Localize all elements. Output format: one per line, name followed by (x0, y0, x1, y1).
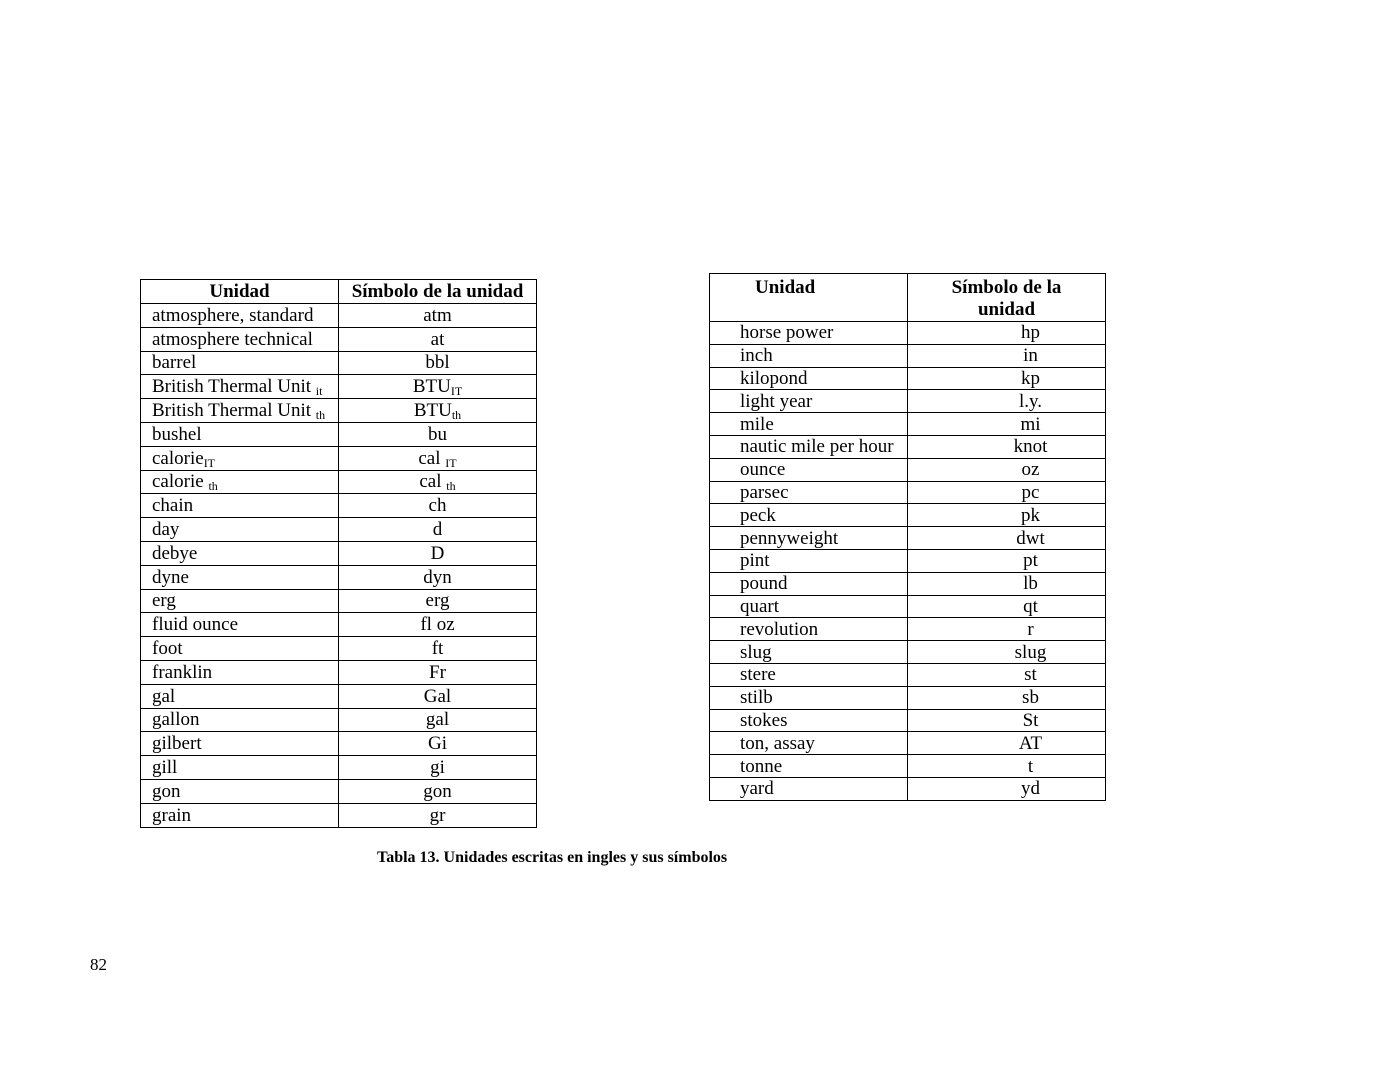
unit-symbol: St (1022, 709, 1039, 731)
unit-symbol-cell (908, 481, 1106, 504)
unit-name-cell (141, 756, 339, 780)
unit-symbol: l.y. (1018, 390, 1043, 412)
unit-symbol-cell (908, 732, 1106, 755)
unit-name: quart (740, 595, 780, 617)
unit-symbol: mi (1020, 413, 1041, 435)
unit-symbol: gi (430, 757, 445, 779)
unit-symbol-cell (339, 351, 537, 375)
table-row (710, 777, 1106, 800)
page-number: 82 (90, 955, 107, 974)
unit-symbol-cell (339, 446, 537, 470)
unit-symbol: lb (1023, 573, 1038, 595)
unit-name-cell (710, 663, 908, 686)
unit-symbol: bbl (425, 352, 450, 374)
table-row (141, 304, 537, 328)
unit-name-cell (141, 660, 339, 684)
unit-name: grain (152, 804, 192, 826)
unit-symbol-cell (908, 504, 1106, 527)
unit-name-cell (710, 641, 908, 664)
unit-name-cell (141, 732, 339, 756)
unit-subscript: it (315, 384, 323, 399)
unit-name-cell (141, 470, 339, 494)
unit-symbol-cell (339, 589, 537, 613)
unit-symbol-cell (339, 637, 537, 661)
table-row (141, 470, 537, 494)
unit-name-cell (710, 481, 908, 504)
unit-symbol: Fr (429, 661, 446, 683)
unit-name-cell (141, 399, 339, 423)
symbol-subscript: IT (445, 455, 457, 470)
unit-symbol-cell (339, 732, 537, 756)
unit-symbol: pk (1021, 504, 1040, 526)
unit-symbol-cell (908, 663, 1106, 686)
unit-name: pennyweight (740, 527, 839, 549)
unit-name: slug (740, 641, 772, 663)
units-table-right (709, 273, 1106, 801)
unit-name-cell (710, 549, 908, 572)
unit-name: foot (152, 638, 183, 660)
table-row (710, 435, 1106, 458)
column-header-symbol: Símbolo de la unidad (908, 274, 1106, 322)
unit-name: light year (740, 390, 813, 412)
unit-symbol: in (1023, 345, 1038, 367)
unit-symbol: sb (1022, 687, 1039, 709)
table-row (710, 504, 1106, 527)
table-row (141, 613, 537, 637)
unit-symbol-cell (908, 618, 1106, 641)
unit-name-cell (710, 618, 908, 641)
unit-symbol: D (430, 542, 445, 564)
unit-name-cell (141, 803, 339, 827)
unit-name-cell (141, 779, 339, 803)
unit-symbol: gal (425, 709, 450, 731)
unit-name-cell (710, 458, 908, 481)
unit-name-cell (141, 351, 339, 375)
unit-name: calorie (152, 471, 204, 493)
symbol-subscript: IT (450, 384, 463, 399)
unit-symbol-cell (339, 779, 537, 803)
unit-name-cell (141, 494, 339, 518)
symbol-subscript: th (446, 479, 456, 494)
unit-name-cell (710, 344, 908, 367)
unit-symbol: AT (1018, 732, 1043, 754)
unit-symbol: bu (428, 423, 447, 445)
unit-name-cell (141, 518, 339, 542)
unit-name: gallon (152, 709, 200, 731)
unit-symbol: knot (1013, 436, 1048, 458)
table-row (710, 732, 1106, 755)
unit-name-cell (141, 589, 339, 613)
unit-symbol-cell (339, 613, 537, 637)
unit-name-cell (710, 595, 908, 618)
unit-symbol-cell (908, 344, 1106, 367)
table-row (710, 322, 1106, 345)
column-header-unit: Unidad (710, 274, 908, 322)
unit-symbol: d (432, 519, 443, 541)
unit-symbol-cell (908, 435, 1106, 458)
unit-symbol: Gi (428, 733, 447, 755)
unit-symbol-cell (908, 686, 1106, 709)
unit-name: day (152, 519, 180, 541)
table-row (710, 755, 1106, 778)
unit-symbol-cell (339, 518, 537, 542)
unit-symbol-cell (339, 708, 537, 732)
table-row (710, 549, 1106, 572)
unit-symbol: dwt (1016, 527, 1045, 549)
table-row (710, 527, 1106, 550)
unit-name: calorie (152, 447, 204, 469)
symbol-subscript: th (451, 408, 462, 423)
unit-symbol: pc (1021, 481, 1040, 503)
table-row (710, 390, 1106, 413)
unit-symbol-cell (339, 756, 537, 780)
unit-name-cell (710, 435, 908, 458)
unit-symbol: t (1027, 755, 1034, 777)
unit-name-cell (141, 708, 339, 732)
table-row (141, 494, 537, 518)
unit-name-cell (710, 755, 908, 778)
unit-symbol-cell (908, 572, 1106, 595)
unit-symbol-cell (908, 755, 1106, 778)
unit-name: stokes (740, 709, 788, 731)
unit-name: inch (740, 345, 773, 367)
header-row (710, 274, 1106, 322)
unit-symbol-cell (908, 322, 1106, 345)
unit-name: pound (740, 573, 788, 595)
unit-symbol-cell (908, 390, 1106, 413)
table-row (141, 327, 537, 351)
unit-name: mile (740, 413, 774, 435)
unit-symbol-cell (339, 494, 537, 518)
unit-symbol: Gal (423, 685, 452, 707)
unit-name: fluid ounce (152, 614, 239, 636)
unit-symbol: pt (1023, 550, 1038, 572)
unit-symbol: dyn (423, 566, 452, 588)
unit-symbol-cell (339, 660, 537, 684)
unit-symbol-cell (339, 565, 537, 589)
unit-symbol: atm (423, 304, 452, 326)
unit-name: stilb (740, 687, 773, 709)
unit-symbol-cell (908, 367, 1106, 390)
unit-name: gilbert (152, 733, 202, 755)
unit-name: gill (152, 757, 178, 779)
table-caption: Tabla 13. Unidades escritas en ingles y sus símbolos (377, 849, 728, 866)
unit-symbol-cell (908, 595, 1106, 618)
unit-name-cell (710, 390, 908, 413)
unit-name-cell (141, 613, 339, 637)
unit-name: ton, assay (740, 732, 815, 754)
unit-name: pint (740, 550, 770, 572)
table-row (710, 686, 1106, 709)
unit-symbol-cell (908, 777, 1106, 800)
unit-name: gal (152, 685, 176, 707)
units-table-left (140, 279, 537, 828)
unit-name-cell (710, 732, 908, 755)
header-row (141, 280, 537, 304)
table-row (710, 595, 1106, 618)
unit-symbol-cell (339, 684, 537, 708)
unit-name-cell (710, 777, 908, 800)
unit-name: British Thermal Unit (152, 376, 312, 398)
unit-symbol: slug (1014, 641, 1047, 663)
table-row (710, 458, 1106, 481)
unit-name: atmosphere, standard (152, 304, 314, 326)
table-row (710, 481, 1106, 504)
table-row (710, 344, 1106, 367)
table-row (141, 732, 537, 756)
table-row (141, 708, 537, 732)
unit-name-cell (141, 446, 339, 470)
table-row (710, 618, 1106, 641)
unit-symbol: hp (1021, 322, 1040, 344)
unit-name: ounce (740, 459, 786, 481)
unit-name-cell (141, 375, 339, 399)
table-row (141, 589, 537, 613)
unit-symbol-cell (339, 399, 537, 423)
unit-name-cell (710, 367, 908, 390)
table-row (141, 637, 537, 661)
unit-symbol-cell (908, 527, 1106, 550)
unit-symbol: gr (429, 804, 446, 826)
table-row (141, 422, 537, 446)
table-row (141, 351, 537, 375)
unit-symbol: kp (1021, 367, 1040, 389)
unit-symbol: st (1024, 664, 1037, 686)
unit-name-cell (141, 541, 339, 565)
table-row (141, 565, 537, 589)
unit-symbol: yd (1021, 778, 1040, 800)
unit-symbol-cell (908, 413, 1106, 436)
unit-symbol-cell (339, 375, 537, 399)
unit-name-cell (141, 422, 339, 446)
unit-name-cell (710, 686, 908, 709)
unit-symbol: oz (1021, 459, 1040, 481)
unit-symbol: BTU (413, 400, 452, 422)
unit-symbol: erg (425, 590, 450, 612)
unit-name-cell (141, 565, 339, 589)
unit-name-cell (141, 684, 339, 708)
table-row (710, 709, 1106, 732)
unit-name-cell (710, 504, 908, 527)
table-row (710, 641, 1106, 664)
column-header-symbol: Símbolo de la unidad (339, 280, 537, 304)
unit-subscript: th (208, 479, 218, 494)
unit-symbol: gon (423, 780, 452, 802)
unit-name: revolution (740, 618, 819, 640)
unit-symbol: at (430, 328, 445, 350)
unit-name-cell (141, 327, 339, 351)
unit-name: gon (152, 780, 181, 802)
unit-symbol: cal (418, 447, 441, 469)
table-row (141, 684, 537, 708)
unit-name: peck (740, 504, 776, 526)
unit-symbol-cell (908, 709, 1106, 732)
table-row (141, 518, 537, 542)
table-row (141, 399, 537, 423)
unit-name-cell (710, 322, 908, 345)
unit-name: chain (152, 495, 194, 517)
unit-symbol: ft (431, 638, 444, 660)
unit-name: debye (152, 542, 198, 564)
unit-symbol: fl oz (420, 614, 455, 636)
unit-symbol-cell (339, 304, 537, 328)
unit-name-cell (710, 527, 908, 550)
table-row (141, 803, 537, 827)
unit-symbol: ch (428, 495, 447, 517)
unit-name: stere (740, 664, 776, 686)
unit-name-cell (141, 304, 339, 328)
unit-name-cell (710, 413, 908, 436)
unit-symbol: cal (419, 471, 442, 493)
unit-name: nautic mile per hour (740, 436, 894, 458)
unit-symbol-cell (339, 541, 537, 565)
unit-name: British Thermal Unit (152, 400, 312, 422)
unit-symbol-cell (908, 549, 1106, 572)
unit-symbol: r (1027, 618, 1034, 640)
unit-name: tonne (740, 755, 783, 777)
unit-subscript: IT (203, 455, 216, 470)
unit-name: yard (740, 778, 774, 800)
unit-name: erg (152, 590, 176, 612)
table-row (141, 660, 537, 684)
unit-subscript: th (315, 408, 326, 423)
unit-symbol: qt (1023, 595, 1038, 617)
unit-name: parsec (740, 481, 789, 503)
unit-name: barrel (152, 352, 197, 374)
table-row (141, 756, 537, 780)
table-row (141, 446, 537, 470)
unit-name: franklin (152, 661, 213, 683)
unit-name-cell (710, 709, 908, 732)
unit-name-cell (141, 637, 339, 661)
unit-name: bushel (152, 423, 202, 445)
table-row (710, 572, 1106, 595)
unit-symbol-cell (908, 458, 1106, 481)
unit-symbol-cell (339, 803, 537, 827)
table-row (141, 375, 537, 399)
table-row (710, 367, 1106, 390)
unit-symbol-cell (339, 470, 537, 494)
unit-symbol-cell (339, 422, 537, 446)
unit-name: atmosphere technical (152, 328, 313, 350)
table-row (710, 663, 1106, 686)
table-row (141, 541, 537, 565)
column-header-unit: Unidad (141, 280, 339, 304)
table-row (141, 779, 537, 803)
unit-name-cell (710, 572, 908, 595)
unit-name: horse power (740, 322, 834, 344)
unit-symbol-cell (339, 327, 537, 351)
unit-symbol-cell (908, 641, 1106, 664)
table-row (710, 413, 1106, 436)
unit-name: dyne (152, 566, 189, 588)
unit-name: kilopond (740, 367, 808, 389)
unit-symbol: BTU (412, 376, 451, 398)
